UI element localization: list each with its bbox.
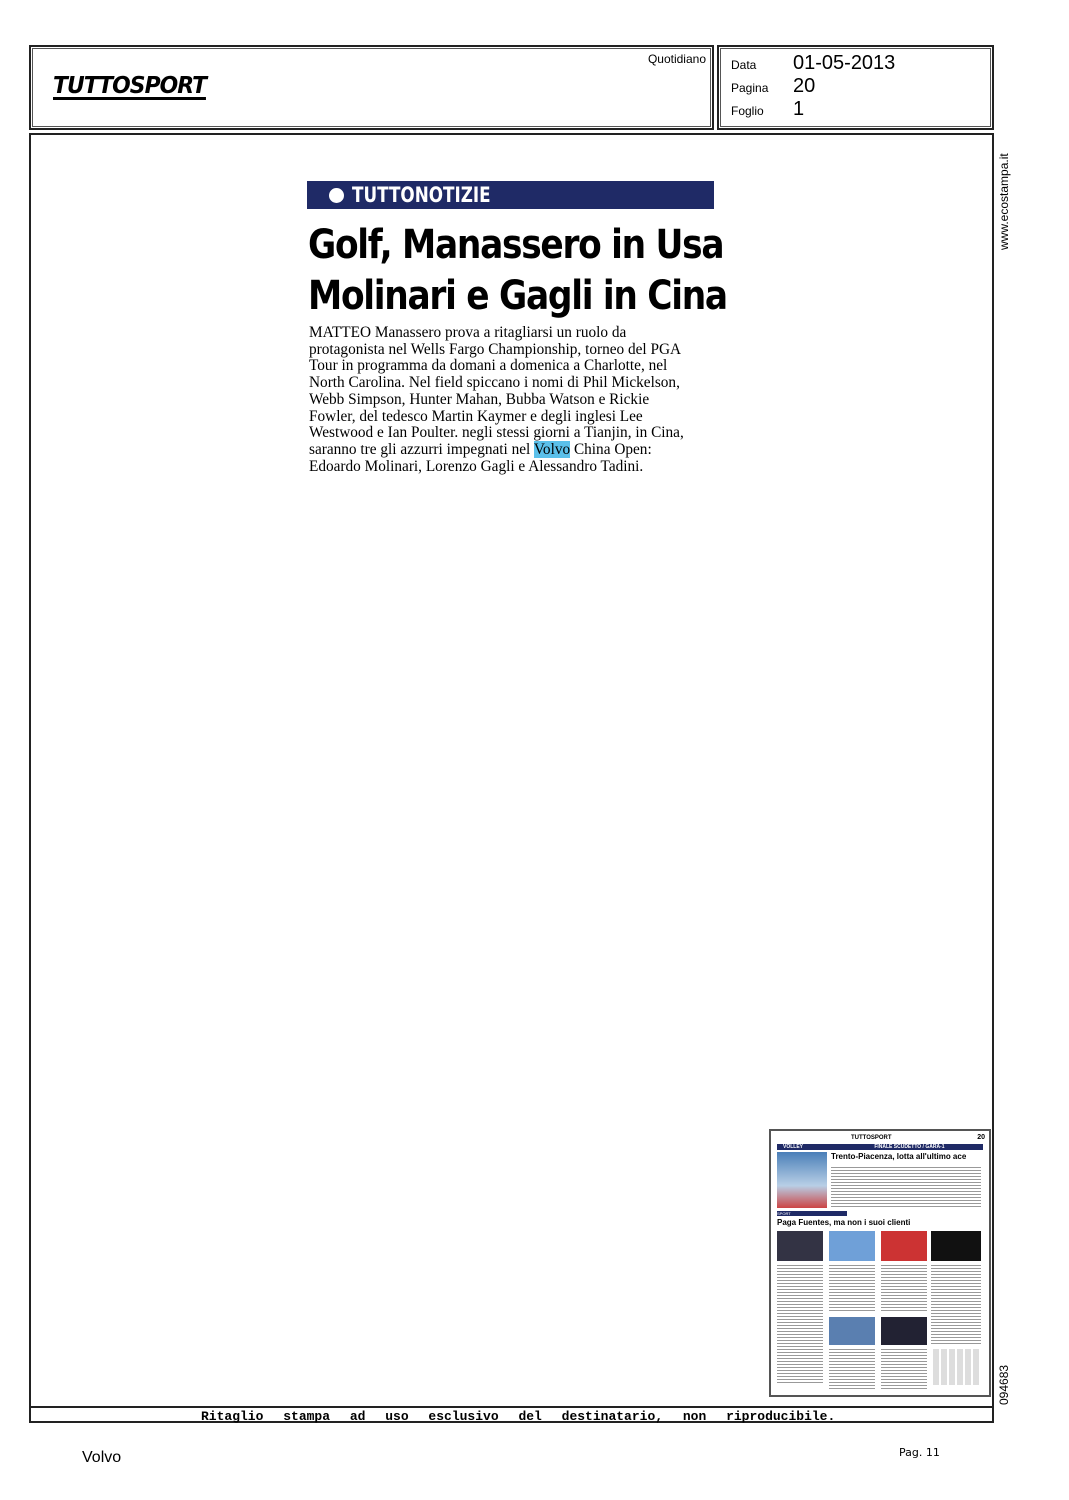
thumb-headline2: Paga Fuentes, ma non i suoi clienti — [777, 1218, 911, 1227]
thumb-photo — [829, 1317, 875, 1345]
thumb-photo — [881, 1231, 927, 1261]
meta-value: 1 — [793, 98, 805, 120]
headline-line: Golf, Manassero in Usa — [308, 222, 724, 268]
body-text: China Open: — [570, 440, 652, 458]
body-line: Webb Simpson, Hunter Mahan, Bubba Watson e Rickie — [309, 390, 650, 408]
publication-type: Quotidiano — [647, 52, 706, 66]
body-line: Fowler, del tedesco Martin Kaymer e degli inglesi Lee — [309, 407, 643, 425]
thumb-text — [881, 1265, 927, 1313]
footer-page: Pag. 11 — [899, 1446, 940, 1459]
body-text: saranno tre gli azzurri impegnati nel — [309, 440, 534, 458]
thumb-band — [777, 1144, 983, 1150]
thumb-kicker1: FINALE SCUDETTO / GARA-1 — [874, 1144, 945, 1150]
thumb-page-no: 20 — [977, 1134, 985, 1141]
thumb-section2 — [777, 1211, 847, 1216]
meta-label: Data — [731, 58, 757, 72]
body-line: Westwood e Ian Poulter. negli stessi giorni a Tianjin, in Cina, — [309, 424, 684, 442]
meta-sheet — [731, 98, 804, 121]
meta-page — [731, 75, 815, 98]
meta-label: Pagina — [731, 81, 769, 95]
thumb-text — [829, 1349, 875, 1389]
header-meta-box — [717, 45, 994, 130]
divider — [31, 1406, 992, 1408]
thumb-masthead: TUTTOSPORT — [851, 1135, 892, 1141]
headline-line: Molinari e Gagli in Cina — [308, 273, 727, 319]
article-body — [309, 325, 729, 475]
thumb-photo — [881, 1317, 927, 1345]
body-line — [309, 442, 729, 459]
body-line: North Carolina. Nel field spiccano i nomi di Phil Mickelson, — [309, 374, 680, 392]
meta-value: 20 — [793, 75, 816, 97]
page-thumbnail — [769, 1129, 991, 1397]
disclaimer: Ritaglio stampa ad uso esclusivo del destinatario, non riproducibile. — [201, 1409, 836, 1424]
meta-value: 01-05-2013 — [793, 52, 896, 74]
article-headline — [308, 220, 728, 322]
thumb-section2-label: SPORT — [777, 1211, 791, 1216]
thumb-text — [931, 1265, 981, 1345]
thumb-photo — [777, 1152, 827, 1208]
thumb-box — [931, 1231, 981, 1261]
thumb-table — [933, 1349, 981, 1385]
thumb-headline1: Trento-Piacenza, lotta all'ultimo ace — [831, 1152, 967, 1161]
meta-label: Foglio — [731, 104, 764, 118]
thumb-text — [831, 1167, 981, 1207]
section-band — [307, 181, 714, 209]
thumb-text — [881, 1349, 927, 1389]
thumb-text — [829, 1265, 875, 1313]
thumb-section1: VOLLEY — [783, 1144, 803, 1150]
body-line: Edoardo Molinari, Lorenzo Gagli e Alessandro Tadini. — [309, 457, 644, 475]
body-line: MATTEO Manassero prova a ritagliarsi un ruolo da — [309, 324, 627, 341]
thumb-photo — [829, 1231, 875, 1261]
footer-keyword: Volvo — [82, 1449, 122, 1466]
website-label: www.ecostampa.it — [997, 153, 1011, 250]
keyword-highlight: Volvo — [533, 440, 571, 458]
header-publication-box — [29, 45, 714, 130]
bullet-icon — [329, 188, 344, 203]
thumb-text — [777, 1265, 823, 1385]
meta-date — [731, 52, 895, 75]
body-line: protagonista nel Wells Fargo Championship, torneo del PGA — [309, 340, 682, 358]
publication-logo: TUTTOSPORT — [53, 73, 207, 99]
section-label: TUTTONOTIZIE — [352, 183, 491, 207]
body-line: Tour in programma da domani a domenica a Charlotte, nel — [309, 357, 668, 375]
thumb-photo — [777, 1231, 823, 1261]
clipping-code: 094683 — [997, 1364, 1011, 1405]
